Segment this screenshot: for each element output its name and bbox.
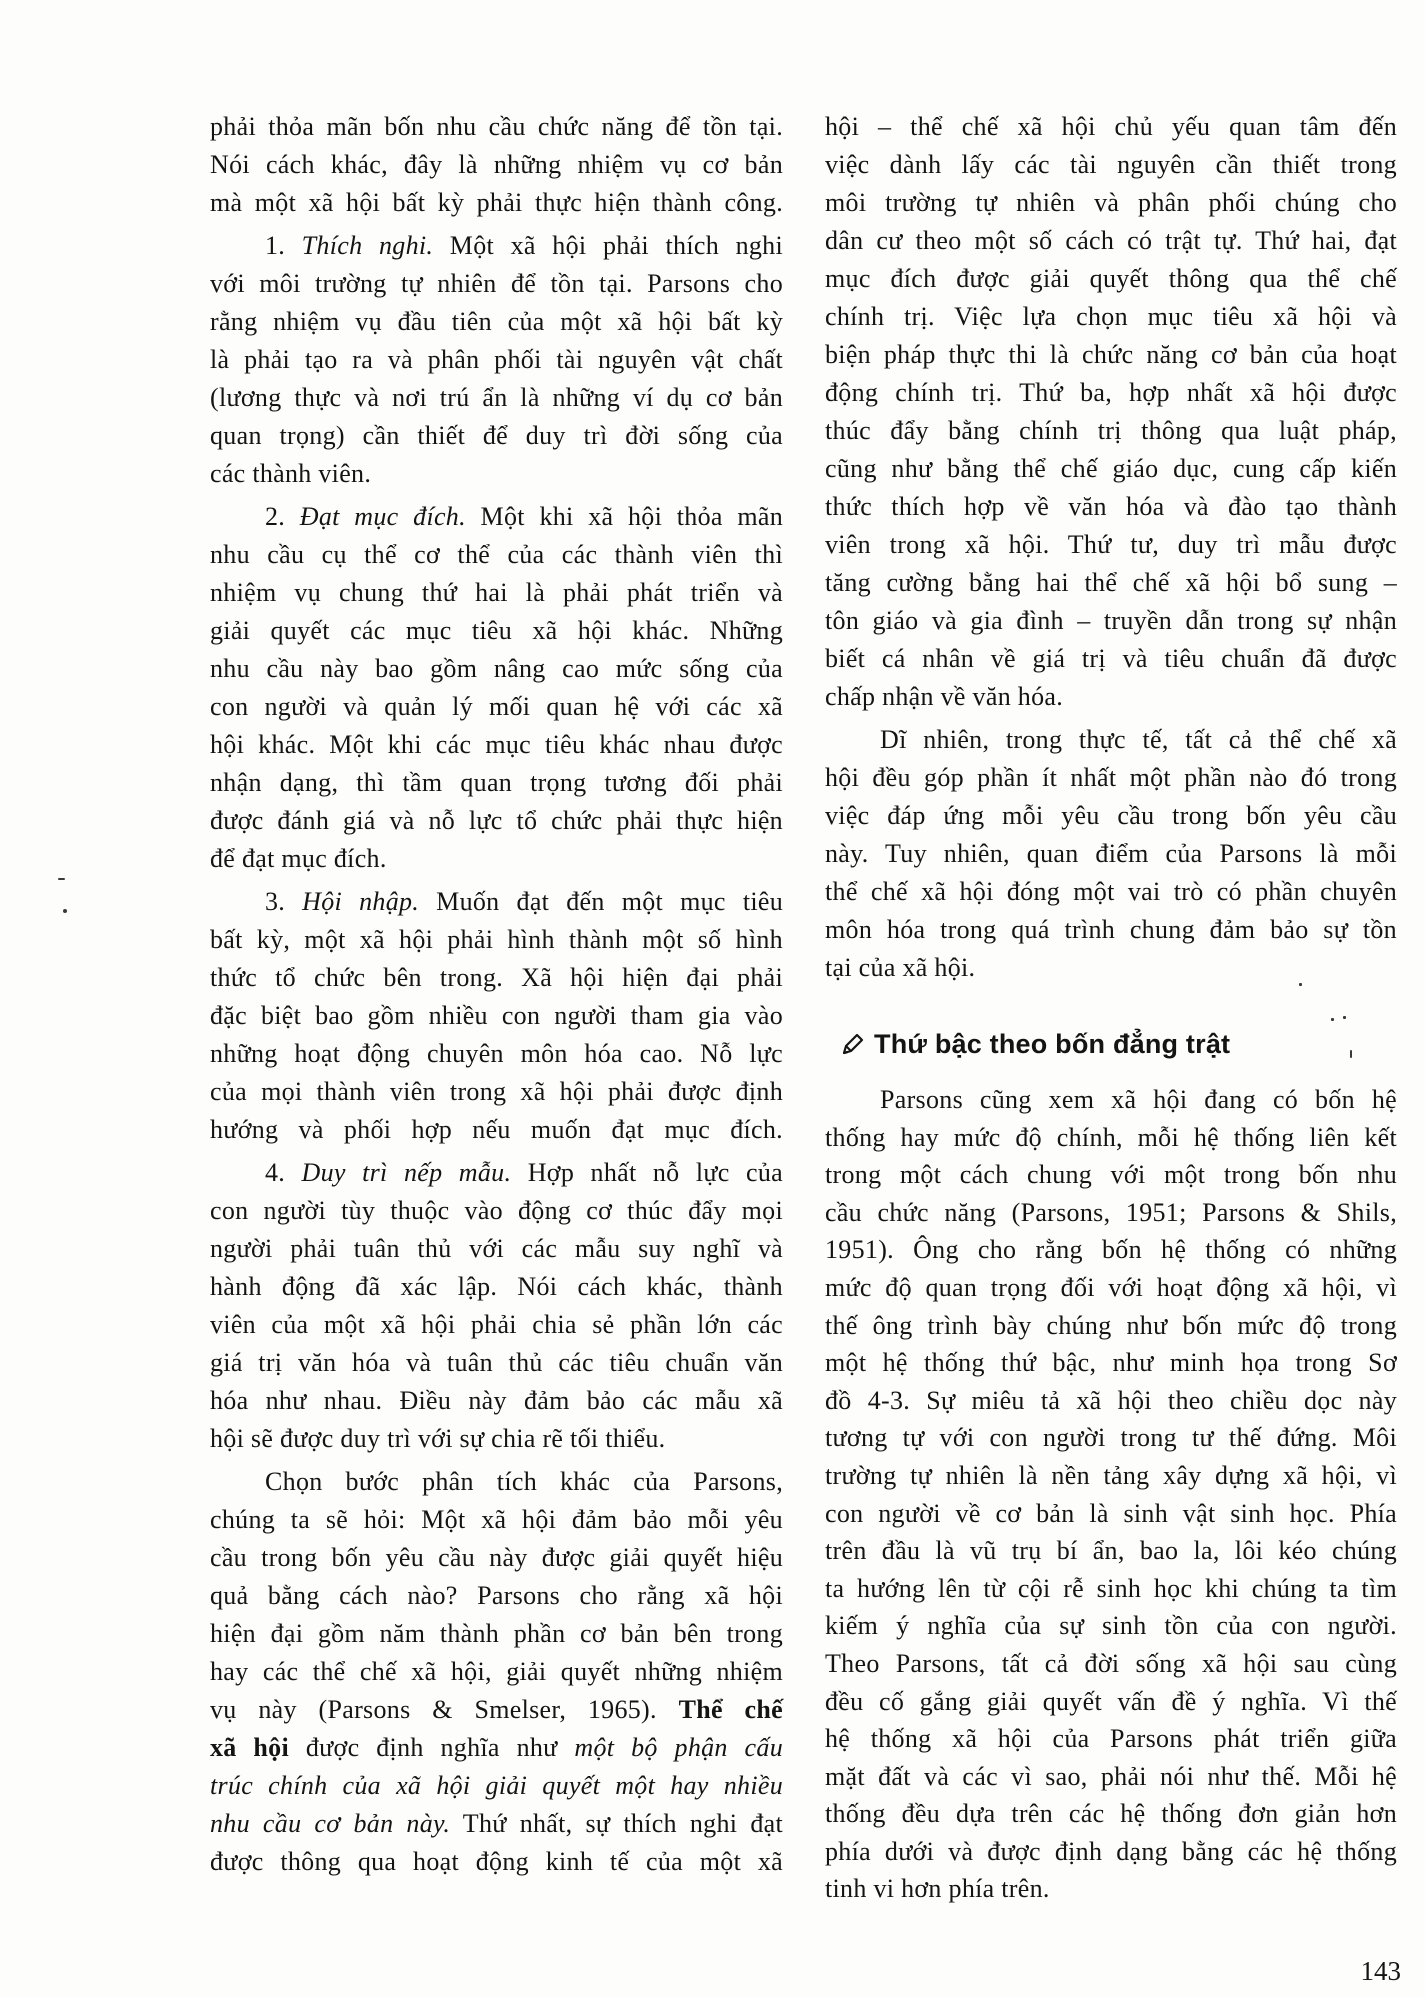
paragraph [210,108,783,222]
text-line: giá trị văn hóa và tuân thủ các tiêu chuẩn văn [210,1348,783,1377]
text-run: 3. [265,887,303,916]
text-line: người phải tuân thủ với các mẫu suy nghĩ và [210,1234,783,1263]
text-line: thức tổ chức bên trong. Xã hội hiện đại phải [210,963,783,992]
text-line: quan trọng) cần thiết để duy trì đời sống của [210,421,783,450]
italic-term: Duy trì nếp mẫu. [301,1158,512,1187]
text-line: trong một cách chung với một trong bốn nhu [825,1160,1397,1190]
text-line: chúng ta sẽ hỏi: Một xã hội đảm bảo mỗi yêu [210,1505,783,1534]
text-line: trên đầu là vũ trụ bí ẩn, bao la, lôi kéo chúng [825,1536,1397,1566]
text-line: nhiệm vụ chung thứ hai là phải phát triển và [210,578,783,607]
text-run: được định nghĩa như [289,1733,575,1762]
text-line: phải thỏa mãn bốn nhu cầu chức năng để tồn tại. [210,112,783,141]
text-line: hành động đã xác lập. Nói cách khác, thành [210,1272,783,1301]
text-line: được đánh giá và nỗ lực tổ chức phải thực hiện [210,806,783,835]
text-run: Một khi xã hội thỏa mãn [465,502,784,531]
text-line: cầu chức năng (Parsons, 1951; Parsons & Shils, [825,1197,1397,1227]
text-run: vụ này (Parsons & Smelser, 1965). [210,1695,679,1724]
text-line: cũng như bằng thể chế giáo dục, cung cấp kiến [825,454,1397,483]
text-line: của mọi thành viên trong xã hội phải được định [210,1077,783,1106]
text-line: viên trong xã hội. Thứ tư, duy trì mẫu được [825,530,1397,559]
paragraph [210,1463,783,1881]
text-line: hội khác. Một khi các mục tiêu khác nhau được [210,730,783,759]
text-line: mà một xã hội bất kỳ phải thực hiện thành công. [210,188,783,217]
text-line: quả bằng cách nào? Parsons cho rằng xã hội [210,1581,783,1610]
left-column [210,108,783,1881]
text-line: các thành viên. [210,459,372,488]
text-line: thống hay mức độ chính, mỗi hệ thống liên kết [825,1122,1397,1152]
text-run: Hợp nhất nỗ lực của [511,1158,783,1187]
text-line: đặc biệt bao gồm nhiều con người tham gia vào [210,1001,783,1030]
text-line: hội sẽ được duy trì với sự chia rẽ tối thiểu. [210,1424,666,1453]
section-heading [840,1024,1397,1064]
text-line: chấp nhận về văn hóa. [825,682,1064,711]
text-line: con người tùy thuộc vào động cơ thúc đẩy mọi [210,1196,783,1225]
text-line [210,1805,783,1843]
text-line: kiếm ý nghĩa của sự sinh tồn của con người. [825,1611,1397,1641]
italic-term: Thích nghi. [301,231,434,260]
text-line: việc đáp ứng mỗi yêu cầu trong bốn yêu cầu [825,801,1397,830]
italic-term: Hội nhập. [302,887,420,916]
text-line [210,498,783,536]
text-line: hội đều góp phần ít nhất một phần nào đó trong [825,763,1397,792]
text-line: hiện đại gồm năm thành phần cơ bản bên trong [210,1619,783,1648]
text-line: là phải tạo ra và phân phối tài nguyên vật chất [210,345,783,374]
text-line: biết cá nhân về giá trị và tiêu chuẩn đã được [825,644,1397,673]
text-line: môn hóa trong quá trình chung đảm bảo sự tồn [825,915,1397,944]
text-line: thế ông trình bày chúng như bốn mức độ trong [825,1310,1397,1340]
paragraph-integration [210,883,783,1149]
text-line: thống đều dựa trên các hệ thống đơn giản hơn [825,1799,1397,1829]
text-run: 2. [265,502,300,531]
scan-speck [1343,1016,1346,1019]
text-line: Dĩ nhiên, trong thực tế, tất cả thể chế xã [880,725,1397,754]
scan-speck [58,878,65,880]
page-number: 143 [1360,1956,1401,1986]
text-line: tinh vi hơn phía trên. [825,1874,1050,1904]
text-line: được thông qua hoạt động kinh tế của một xã [210,1847,783,1876]
text-line [210,1691,783,1729]
italic-term: Đạt mục đích. [299,502,466,531]
italic-term: một bộ phận cấu [574,1733,783,1762]
text-line: thúc đẩy bằng chính trị thông qua luật pháp, [825,416,1397,445]
text-line: dân cư theo một số cách có trật tự. Thứ hai, đạt [825,226,1397,255]
text-line: nhu cầu này bao gồm nâng cao mức sống của [210,654,783,683]
text-line: nhận dạng, thì tầm quan trọng tương đối phải [210,768,783,797]
text-line: động chính trị. Thứ ba, hợp nhất xã hội được [825,378,1397,407]
scan-speck [1331,1018,1334,1021]
text-line: Nói cách khác, đây là những nhiệm vụ cơ bản [210,150,783,179]
text-line: trường tự nhiên là nền tảng xây dựng xã hội, vì [825,1460,1397,1490]
text-line: việc dành lấy các tài nguyên cần thiết trong [825,150,1397,179]
text-line: viên của một xã hội phải chia sẻ phần lớn các [210,1310,783,1339]
text-line: tại của xã hội. [825,953,976,982]
text-line: biện pháp thực thi là chức năng cơ bản của hoạt [825,340,1397,369]
paragraph-adaptation [210,227,783,493]
text-line: một hệ thống thứ bậc, như minh họa trong Sơ [825,1348,1397,1378]
text-line [210,1767,783,1805]
text-line: mức độ quan trọng đối với hoạt động xã hội, vì [825,1272,1397,1302]
pencil-icon [840,1031,866,1057]
text-line: thức thích hợp về văn hóa và đào tạo thành [825,492,1397,521]
text-line: 1951). Ông cho rằng bốn hệ thống có những [825,1235,1397,1265]
paragraph-pattern-maintenance [210,1154,783,1458]
text-line: mặt đất và các vì sao, phải nói như thế. Mỗi hệ [825,1761,1397,1791]
text-line [210,1729,783,1767]
text-run: 1. [265,231,302,260]
bold-term: xã hội [210,1733,290,1762]
italic-term: trúc chính của xã hội giải quyết một hay nhiều [210,1771,783,1800]
text-line: rằng nhiệm vụ đầu tiên của một xã hội bất kỳ [210,307,783,336]
paragraph [825,108,1397,716]
text-line: tăng cường bằng hai thể chế xã hội bổ sung – [825,568,1397,597]
text-line: bất kỳ, một xã hội phải hình thành một số hình [210,925,783,954]
paragraph [825,1081,1397,1908]
bold-term: Thể chế [678,1695,783,1724]
scan-speck [63,909,67,913]
text-line: hướng và phối hợp nếu muốn đạt mục đích. [210,1115,783,1144]
text-line: (lương thực và nơi trú ẩn là những ví dụ cơ bản [210,383,783,412]
text-line [210,883,783,921]
text-run: Một xã hội phải thích nghi [433,231,784,260]
text-line: thể chế xã hội đóng một vai trò có phần chuyên [825,877,1397,906]
text-line: con người về cơ bản là sinh vật sinh học. Phía [825,1498,1397,1528]
text-line: hay các thể chế xã hội, giải quyết những nhiệm [210,1657,783,1686]
paragraph-goal-attainment [210,498,783,878]
scan-speck [1299,983,1302,986]
text-line: với môi trường tự nhiên để tồn tại. Parsons cho [210,269,783,298]
text-line: tôn giáo và gia đình – truyền dẫn trong sự nhận [825,606,1397,635]
text-run: Muốn đạt đến một mục tiêu [419,887,784,916]
right-column [825,108,1397,1908]
section-heading-text: Thứ bậc theo bốn đẳng trật [874,1028,1231,1059]
paragraph [825,721,1397,987]
text-line: cầu trong bốn yêu cầu này được giải quyết hiệu [210,1543,783,1572]
text-line: ta hướng lên từ cội rễ sinh học khi chúng ta tìm [825,1573,1397,1603]
text-line: nhu cầu cụ thể cơ thể của các thành viên thì [210,540,783,569]
text-run: Thứ nhất, sự thích nghi đạt [450,1809,783,1838]
text-line: phía dưới và được định dạng bằng các hệ thống [825,1836,1397,1866]
text-run: 4. [265,1158,302,1187]
italic-term: nhu cầu cơ bản này. [210,1809,451,1838]
text-line: để đạt mục đích. [210,844,387,873]
text-line: mục đích được giải quyết thông qua thể chế [825,264,1397,293]
text-line: những hoạt động chuyên môn hóa cao. Nỗ lực [210,1039,783,1068]
text-line: này. Tuy nhiên, quan điểm của Parsons là mỗi [825,839,1397,868]
text-line: Chọn bước phân tích khác của Parsons, [265,1467,783,1496]
scan-speck [1350,1050,1352,1058]
text-line: môi trường tự nhiên và phân phối chúng cho [825,188,1397,217]
text-line: đều cố gắng giải quyết vấn đề ý nghĩa. Vì thế [825,1686,1397,1716]
text-line: hội – thể chế xã hội chủ yếu quan tâm đến [825,112,1397,141]
text-line: Theo Parsons, tất cả đời sống xã hội sau cùng [825,1648,1397,1678]
text-line: giải quyết các mục tiêu xã hội khác. Những [210,616,783,645]
text-line [210,227,783,265]
text-line: hóa như nhau. Điều này đảm bảo các mẫu xã [210,1386,783,1415]
text-line: chính trị. Việc lựa chọn mục tiêu xã hội và [825,302,1397,331]
text-line: tương tự với con người trong tư thế đứng. Môi [825,1423,1397,1453]
text-line [210,1154,783,1192]
text-line: đồ 4-3. Sự miêu tả xã hội theo chiều dọc này [825,1385,1397,1415]
text-line: Parsons cũng xem xã hội đang có bốn hệ [880,1085,1397,1114]
text-line: con người và quản lý mối quan hệ với các xã [210,692,783,721]
text-line: hệ thống xã hội của Parsons phát triển giữa [825,1724,1397,1754]
